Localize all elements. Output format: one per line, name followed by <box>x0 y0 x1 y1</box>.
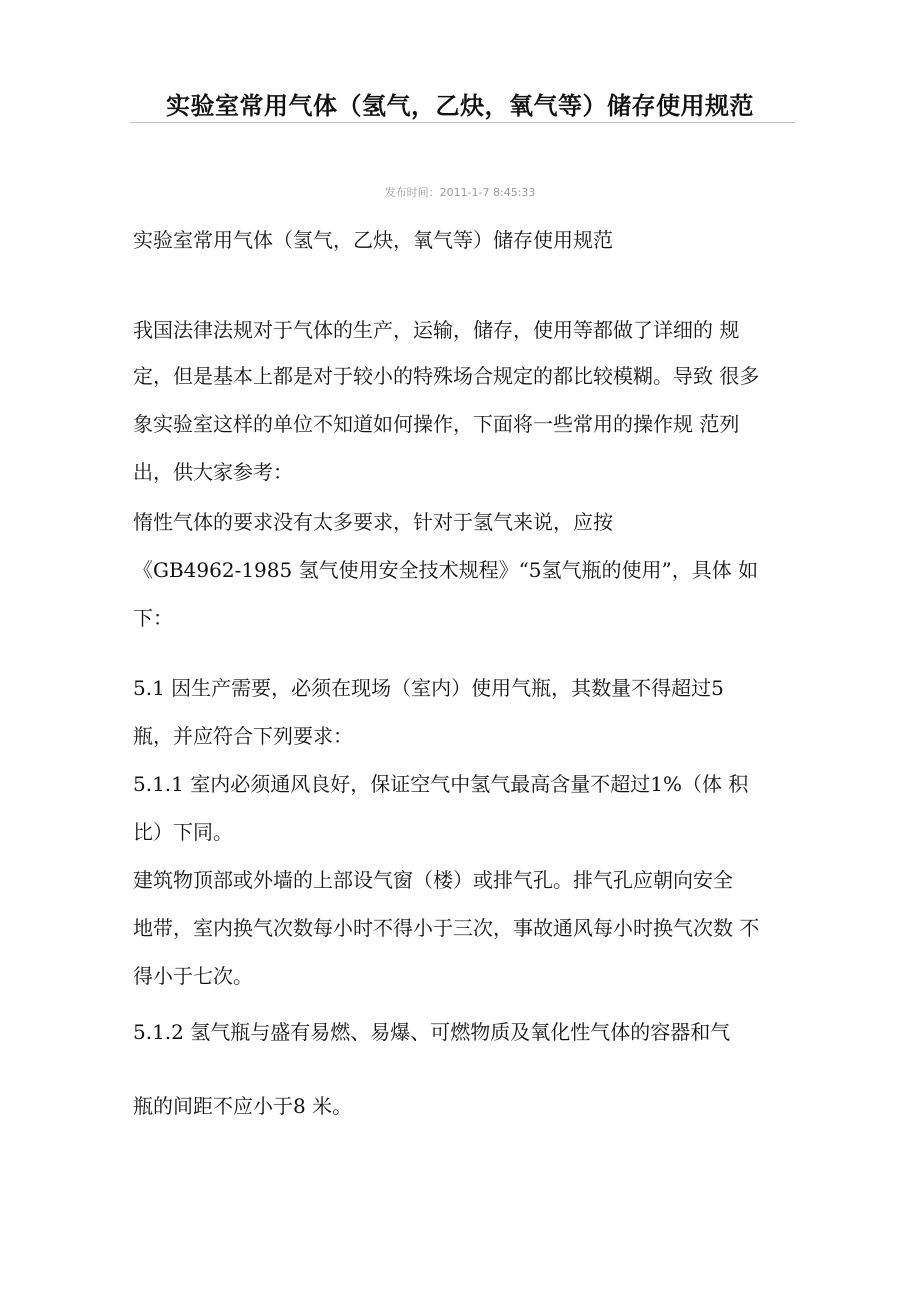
body-line: 5.1 因生产需要，必须在现场（室内）使用气瓶，其数量不得超过5 <box>133 676 724 700</box>
body-line: 瓶的间距不应小于8 米。 <box>133 1094 353 1118</box>
body-line: 5.1.1 室内必须通风良好，保证空气中氢气最高含量不超过1%（体 积 <box>133 772 749 796</box>
body-line: 《GB4962-1985 氢气使用安全技术规程》“5氢气瓶的使用”，具体 如 <box>133 558 759 582</box>
body-line: 象实验室这样的单位不知道如何操作，下面将一些常用的操作规 范列 <box>133 412 740 436</box>
body-line: 地带，室内换气次数每小时不得小于三次，事故通风每小时换气次数 不 <box>133 916 760 940</box>
body-line: 我国法律法规对于气体的生产，运输，储存，使用等都做了详细的 规 <box>133 318 740 342</box>
body-line: 定，但是基本上都是对于较小的特殊场合规定的都比较模糊。导致 很多 <box>133 364 760 388</box>
body-line: 瓶，并应符合下列要求： <box>133 724 353 748</box>
body-line: 惰性气体的要求没有太多要求，针对于氢气来说，应按 <box>133 510 613 534</box>
publish-time: 发布时间：2011-1-7 8:45:33 <box>384 186 536 199</box>
body-line: 得小于七次。 <box>133 964 253 988</box>
document-title: 实验室常用气体（氢气，乙炔，氧气等）储存使用规范 <box>166 91 754 120</box>
body-line: 出，供大家参考： <box>133 460 293 484</box>
title-divider <box>130 122 795 123</box>
body-line: 下： <box>133 606 173 630</box>
body-line: 5.1.2 氢气瓶与盛有易燃、易爆、可燃物质及氧化性气体的容器和气 <box>133 1020 731 1044</box>
body-line: 建筑物顶部或外墙的上部设气窗（楼）或排气孔。排气孔应朝向安全 <box>133 868 733 892</box>
body-line: 实验室常用气体（氢气，乙炔，氧气等）储存使用规范 <box>133 228 613 252</box>
body-line: 比）下同。 <box>133 820 233 844</box>
